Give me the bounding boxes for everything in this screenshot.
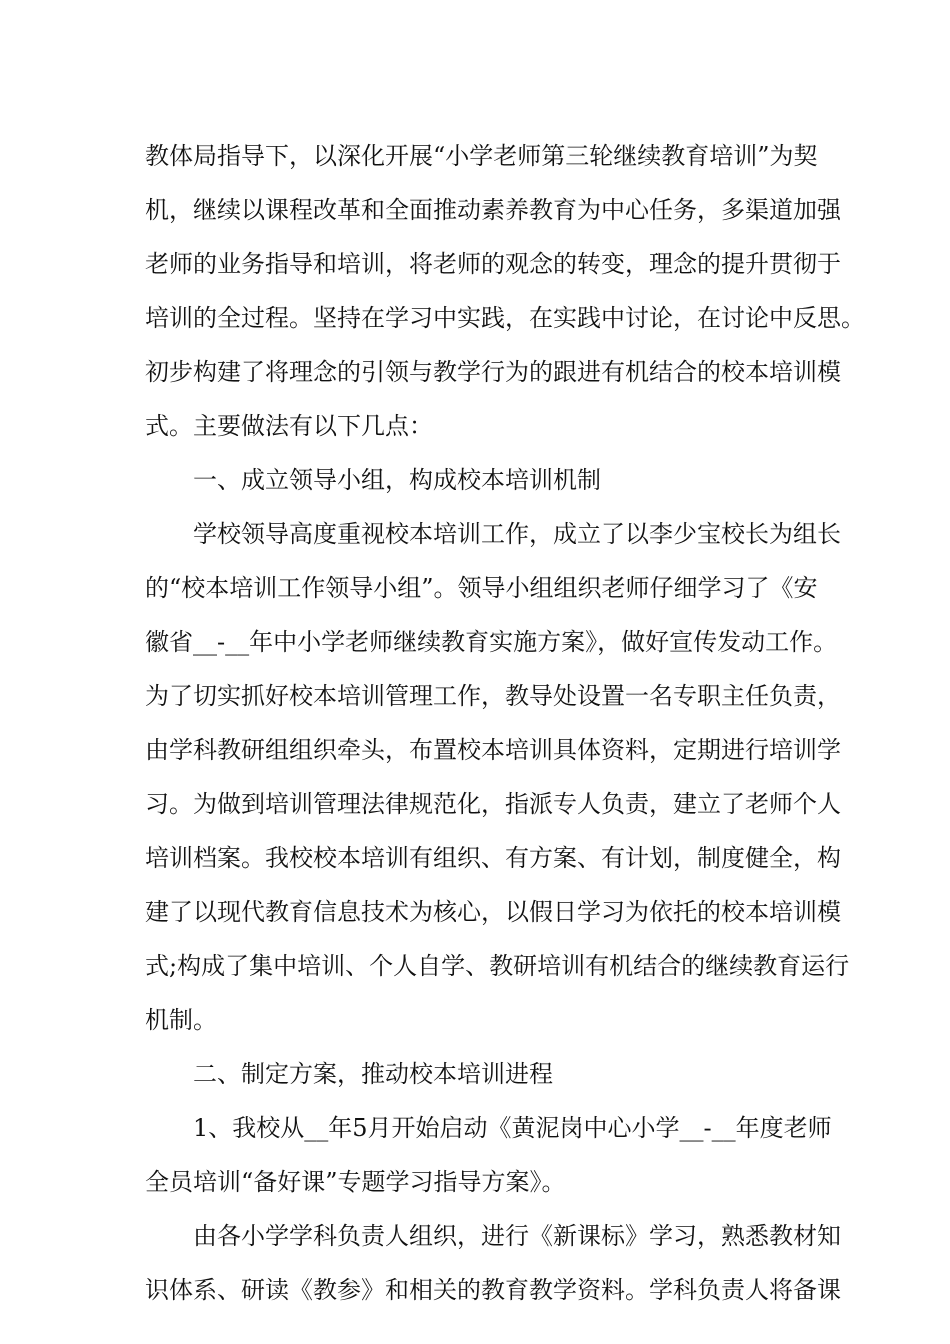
body-line: 式;构成了集中培训、个人自学、教研培训有机结合的继续教育运行 xyxy=(145,952,850,980)
section-heading: 二、制定方案，推动校本培训进程 xyxy=(193,1060,553,1088)
paragraph-start-line: 由各小学学科负责人组织，进行《新课标》学习，熟悉教材知 xyxy=(193,1222,841,1250)
body-line: 机制。 xyxy=(145,1006,217,1034)
body-line: 由学科教研组组织牵头，布置校本培训具体资料，定期进行培训学 xyxy=(145,736,841,764)
document-body xyxy=(145,129,865,1317)
body-line: 培训档案。我校校本培训有组织、有方案、有计划，制度健全，构 xyxy=(145,844,841,872)
body-line: 教体局指导下，以深化开展“小学老师第三轮继续教育培训”为契 xyxy=(145,142,818,170)
body-line: 徽省__-__年中小学老师继续教育实施方案》，做好宣传发动工作。 xyxy=(145,628,838,656)
paragraph-start-line: 1、我校从__年5月开始启动《黄泥岗中心小学__-__年度老师 xyxy=(193,1114,832,1142)
body-line: 习。为做到培训管理法律规范化，指派专人负责，建立了老师个人 xyxy=(145,790,841,818)
body-line: 老师的业务指导和培训，将老师的观念的转变，理念的提升贯彻于 xyxy=(145,250,841,278)
body-line: 的“校本培训工作领导小组”。领导小组组织老师仔细学习了《安 xyxy=(145,574,818,602)
body-line: 培训的全过程。坚持在学习中实践，在实践中讨论，在讨论中反思。 xyxy=(145,304,865,332)
body-line: 识体系、研读《教参》和相关的教育教学资料。学科负责人将备课 xyxy=(145,1276,841,1304)
body-line: 为了切实抓好校本培训管理工作，教导处设置一名专职主任负责， xyxy=(145,682,841,710)
body-line: 全员培训“备好课”专题学习指导方案》。 xyxy=(145,1168,566,1196)
body-line: 建了以现代教育信息技术为核心，以假日学习为依托的校本培训模 xyxy=(145,898,841,926)
body-line: 机，继续以课程改革和全面推动素养教育为中心任务，多渠道加强 xyxy=(145,196,841,224)
paragraph-start-line: 学校领导高度重视校本培训工作，成立了以李少宝校长为组长 xyxy=(193,520,841,548)
body-line: 初步构建了将理念的引领与教学行为的跟进有机结合的校本培训模 xyxy=(145,358,841,386)
body-line: 式。主要做法有以下几点： xyxy=(145,412,433,440)
section-heading: 一、成立领导小组，构成校本培训机制 xyxy=(193,466,601,494)
